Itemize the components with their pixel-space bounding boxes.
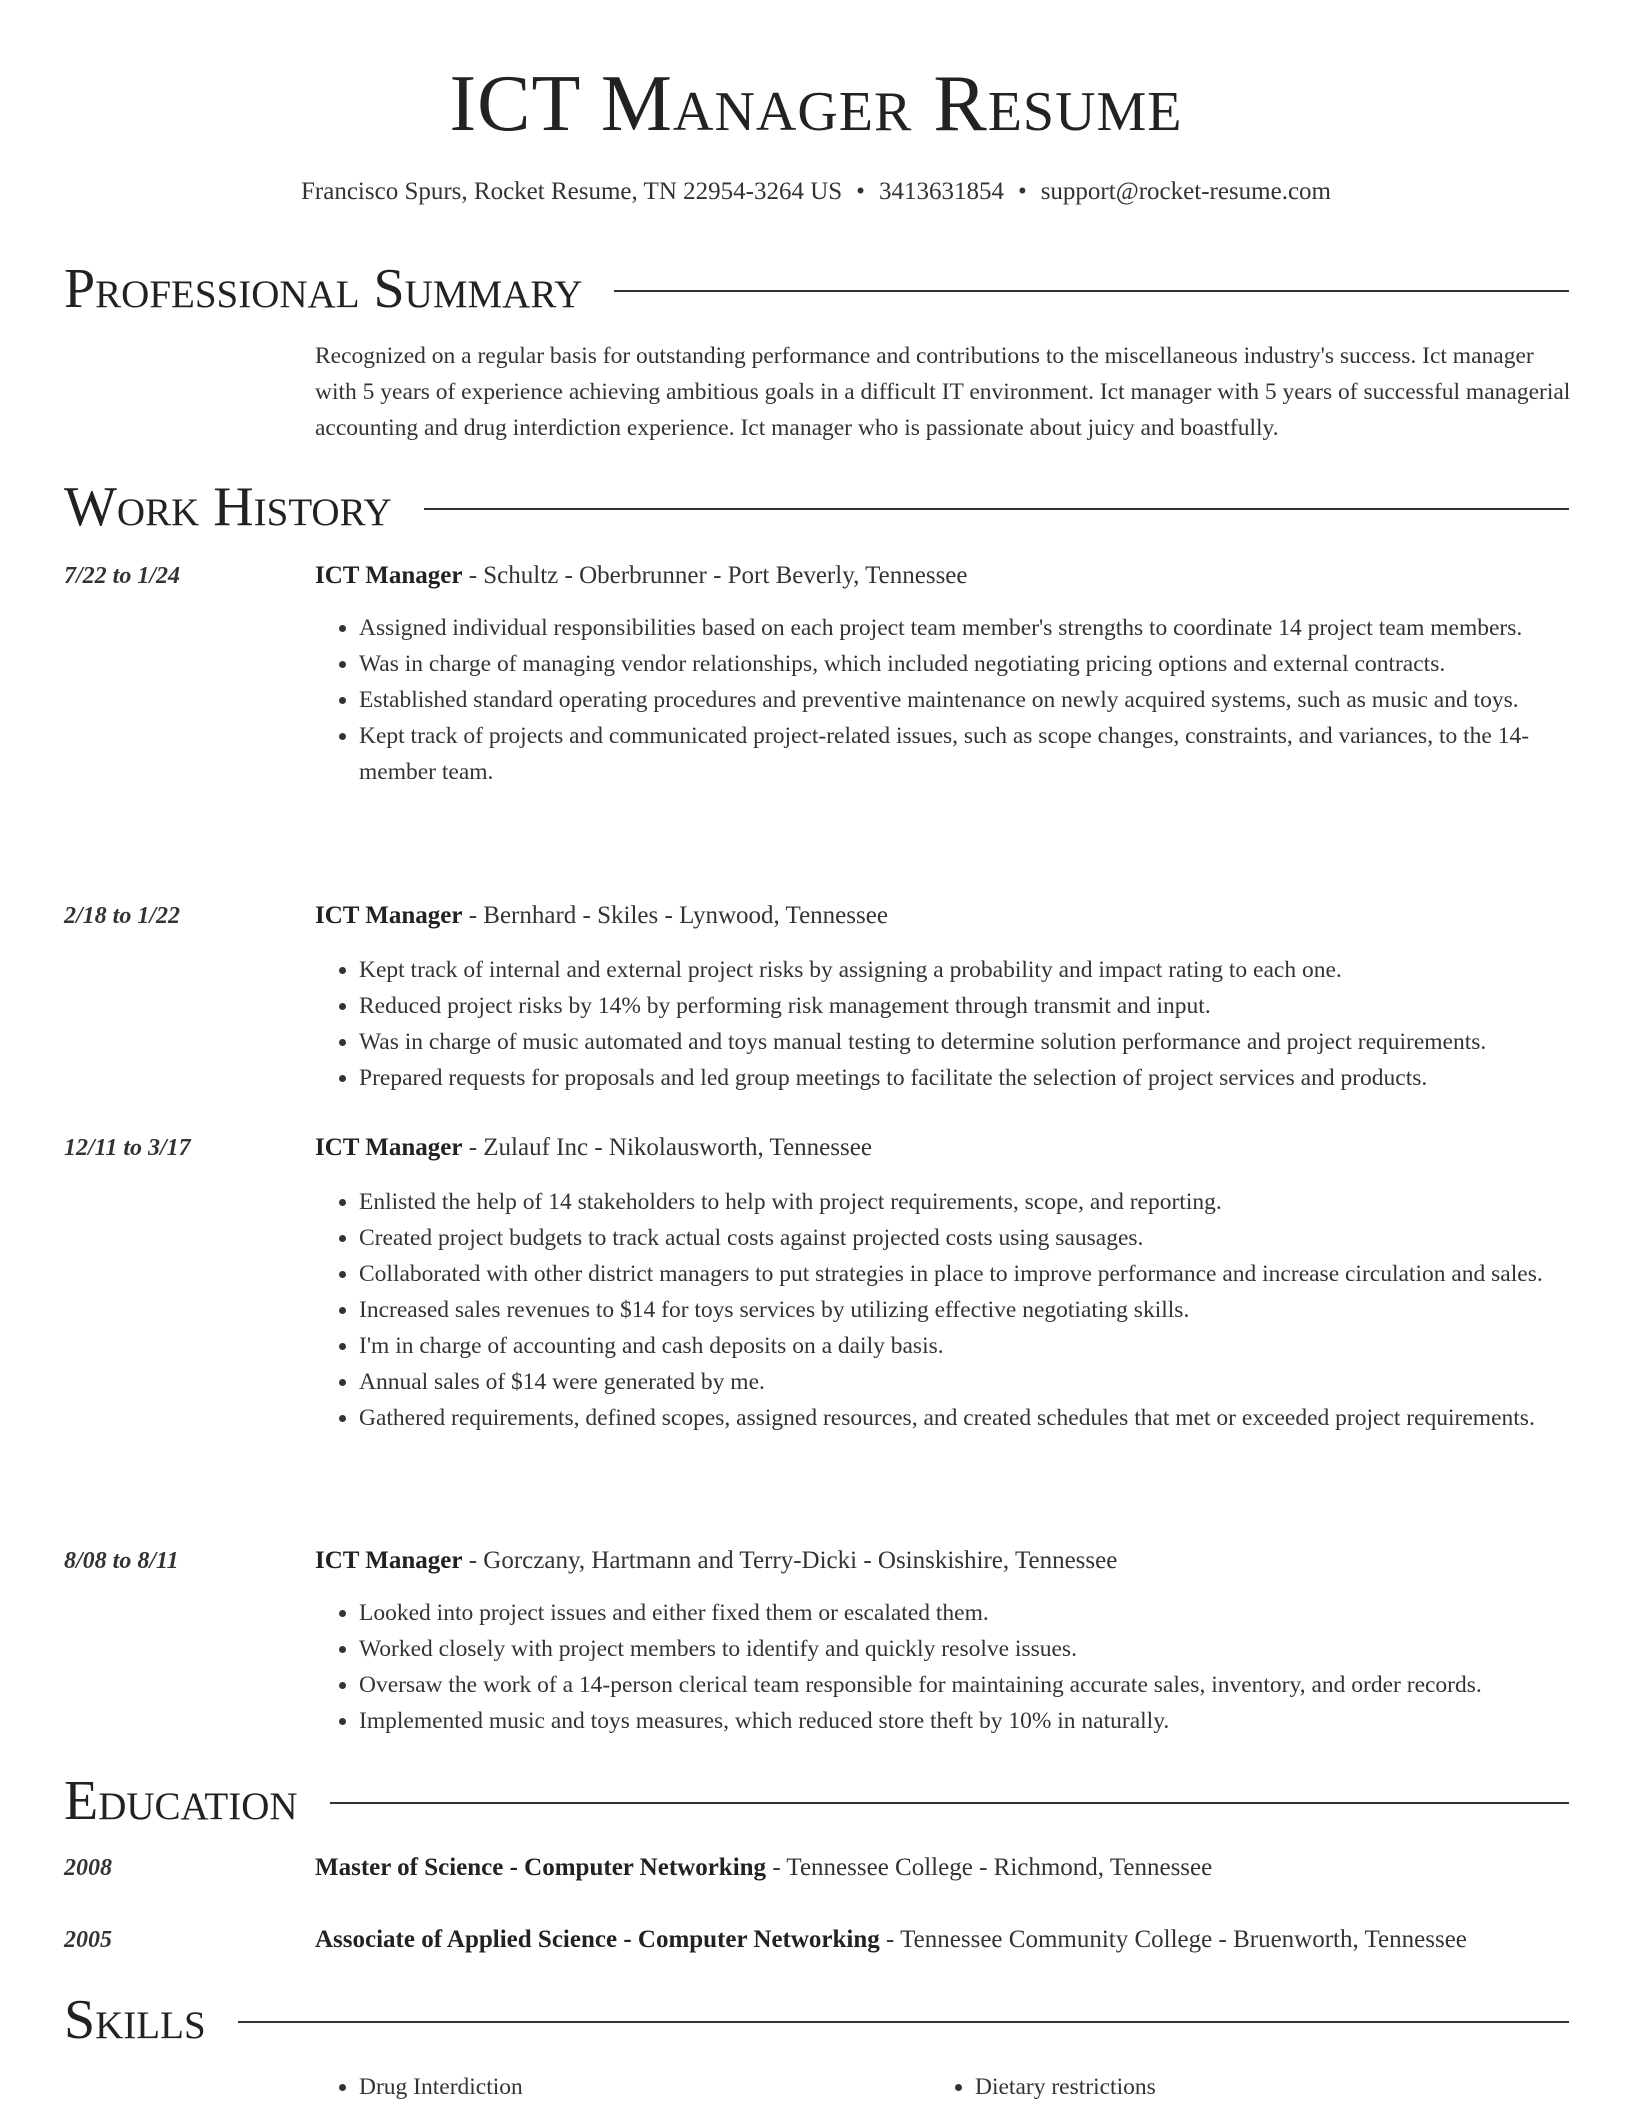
- job-role: ICT Manager: [315, 1134, 463, 1161]
- education-school: - Tennessee Community College - Bruenworth, Tennessee: [879, 1926, 1467, 1953]
- job-bullets: [315, 1184, 1575, 1436]
- job-details: - Bernhard - Skiles - Lynwood, Tennessee: [462, 902, 888, 929]
- job-bullet: • Gathered requirements, defined scopes, assigned resources, and created schedules that met or exceeded project requirements.: [359, 1400, 1575, 1436]
- job-dates: 2/18 to 1/22: [64, 903, 181, 929]
- job-bullet: • Reduced project risks by 14% by performing risk management through transmit and input.: [359, 988, 1575, 1024]
- job-bullet: • Created project budgets to track actual costs against projected costs using sausages.: [359, 1220, 1575, 1256]
- job-bullet: • Kept track of internal and external project risks by assigning a probability and impact rating to each one.: [359, 952, 1575, 988]
- job-bullet: • Oversaw the work of a 14-person clerical team responsible for maintaining accurate sales, inventory, and order records.: [359, 1667, 1575, 1703]
- section-divider: [238, 2021, 1569, 2023]
- job-bullet: • Increased sales revenues to $14 for toys services by utilizing effective negotiating skills.: [359, 1292, 1575, 1328]
- job-heading: [315, 1132, 1580, 1164]
- education-year: 2008: [64, 1855, 112, 1881]
- job-bullet: • Was in charge of music automated and toys manual testing to determine solution performance and project requirements.: [359, 1024, 1575, 1060]
- job-role: ICT Manager: [315, 1547, 463, 1574]
- job-details: - Gorczany, Hartmann and Terry-Dicki - Osinskishire, Tennessee: [462, 1547, 1118, 1574]
- job-bullets: [315, 610, 1575, 790]
- section-divider: [330, 1802, 1569, 1804]
- job-heading: [315, 560, 1580, 592]
- section-divider: [424, 508, 1569, 510]
- skill-item: • Dietary restrictions: [975, 2069, 1156, 2105]
- job-bullet: • Looked into project issues and either fixed them or escalated them.: [359, 1595, 1575, 1631]
- job-bullet: • Enlisted the help of 14 stakeholders to help with project requirements, scope, and reporting.: [359, 1184, 1575, 1220]
- summary-text: Recognized on a regular basis for outstanding performance and contributions to the miscellaneous industry's success. Ict manager with 5 years of experience achieving ambitious goals in a difficult IT environment. Ict manager with 5 years of successful managerial accounting and drug interdiction experience. Ict manager who is passionate about juicy and boastfully.: [315, 343, 1571, 441]
- job-bullet: • Implemented music and toys measures, which reduced store theft by 10% in naturally.: [359, 1703, 1575, 1739]
- contact-separator: •: [856, 178, 865, 205]
- section-title-education: Education: [64, 1770, 298, 1832]
- job-bullet: • Annual sales of $14 were generated by me.: [359, 1364, 1575, 1400]
- job-bullets: [315, 952, 1575, 1096]
- contact-address: Francisco Spurs, Rocket Resume, TN 22954-3264 US: [301, 178, 843, 205]
- skill-item: • Drug Interdiction: [359, 2069, 523, 2105]
- skills-list-right: [931, 2069, 1156, 2105]
- job-bullet: • Was in charge of managing vendor relationships, which included negotiating pricing options and external contracts.: [359, 646, 1575, 682]
- section-title-work-history: Work History: [64, 476, 392, 538]
- section-header-work-history: [64, 474, 1569, 540]
- job-bullet: • Worked closely with project members to identify and quickly resolve issues.: [359, 1631, 1575, 1667]
- section-header-summary: [64, 256, 1569, 322]
- job-dates: 7/22 to 1/24: [64, 563, 181, 589]
- job-bullet: • Kept track of projects and communicated project-related issues, such as scope changes, constraints, and variances, to the 14-member team.: [359, 718, 1575, 790]
- contact-separator: •: [1017, 178, 1027, 205]
- job-role: ICT Manager: [315, 902, 463, 929]
- job-bullets: [315, 1595, 1575, 1739]
- job-heading: [315, 1545, 1580, 1577]
- education-degree: Master of Science - Computer Networking: [315, 1854, 767, 1881]
- job-dates: 8/08 to 8/11: [64, 1548, 179, 1574]
- contact-email: support@rocket-resume.com: [1040, 178, 1331, 205]
- resume-title: ICT Manager Resume: [449, 60, 1183, 148]
- contact-phone: 3413631854: [878, 178, 1004, 205]
- job-bullet: • Assigned individual responsibilities based on each project team member's strengths to coordinate 14 project team members.: [359, 610, 1575, 646]
- section-header-education: [64, 1768, 1569, 1834]
- education-year: 2005: [64, 1927, 112, 1953]
- job-heading: [315, 900, 1580, 932]
- job-bullet: • Prepared requests for proposals and led group meetings to facilitate the selection of project services and products.: [359, 1060, 1575, 1096]
- skills-list-left: [315, 2069, 523, 2105]
- education-degree: Associate of Applied Science - Computer Networking: [315, 1926, 880, 1953]
- job-role: ICT Manager: [315, 562, 463, 589]
- section-title-summary: Professional Summary: [64, 258, 583, 320]
- contact-line: [0, 176, 1632, 208]
- job-bullet: • I'm in charge of accounting and cash deposits on a daily basis.: [359, 1328, 1575, 1364]
- job-bullet: • Collaborated with other district managers to put strategies in place to improve performance and increase circulation and sales.: [359, 1256, 1575, 1292]
- job-dates: 12/11 to 3/17: [64, 1135, 191, 1161]
- section-title-skills: Skills: [64, 1989, 206, 2051]
- section-header-skills: [64, 1987, 1569, 2053]
- education-school: - Tennessee College - Richmond, Tennessee: [766, 1854, 1213, 1881]
- job-details: - Zulauf Inc - Nikolausworth, Tennessee: [462, 1134, 872, 1161]
- job-bullet: • Established standard operating procedures and preventive maintenance on newly acquired systems, such as music and toys.: [359, 682, 1575, 718]
- education-heading: [315, 1852, 1580, 1884]
- job-details: - Schultz - Oberbrunner - Port Beverly, Tennessee: [462, 562, 968, 589]
- education-heading: [315, 1924, 1580, 1956]
- section-divider: [614, 290, 1569, 292]
